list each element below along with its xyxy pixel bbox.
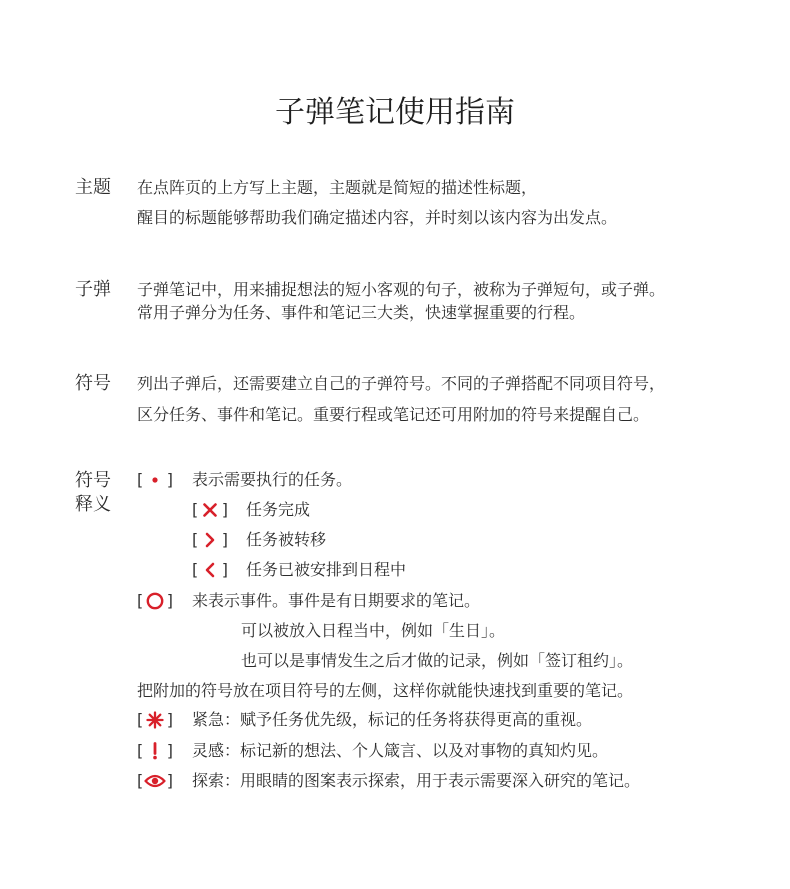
topic-line-1: 在点阵页的上方写上主题，主题就是简短的描述性标题， [137,178,538,197]
bracket-open: [ [137,741,144,760]
bracket-close: ] [221,560,228,579]
legend-priority-text: 紧急：赋予任务优先级，标记的任务将获得更高的重视。 [192,710,593,729]
legend-done-text: 任务完成 [246,500,311,519]
event-symbol [137,590,173,612]
bracket-open: [ [192,500,199,519]
dot-icon [152,477,158,483]
bracket-close: ] [166,741,173,760]
legend-task-text: 表示需要执行的任务。 [192,470,353,489]
done-symbol [192,499,228,521]
bracket-close: ] [221,530,228,549]
section-label-legend-2: 释义 [75,494,111,515]
section-label-bullet: 子弹 [75,279,111,300]
section-label-legend-1: 符号 [75,470,111,491]
topic-line-2: 醒目的标题能够帮助我们确定描述内容，并时刻以该内容为出发点。 [137,208,618,227]
circle-icon [146,592,164,610]
priority-symbol [137,709,173,731]
legend-scheduled-text: 任务已被安排到日程中 [246,560,407,579]
asterisk-icon [146,711,164,729]
symbol-line-2: 区分任务、事件和笔记。重要行程或笔记还可用附加的符号来提醒自己。 [137,405,650,424]
cross-icon [202,502,218,518]
symbol-line-1: 列出子弹后，还需要建立自己的子弹符号。不同的子弹搭配不同项目符号， [137,374,666,393]
exclamation-icon [152,742,158,760]
task-symbol [137,469,173,491]
eye-icon [144,774,166,788]
bracket-open: [ [137,771,144,790]
chevron-right-icon [204,532,216,548]
bracket-close: ] [166,771,173,790]
bracket-close: ] [166,710,173,729]
chevron-left-icon [204,562,216,578]
bracket-open: [ [192,530,199,549]
legend-event-note-1: 可以被放入日程当中，例如「生日」。 [241,621,506,640]
scheduled-symbol [192,559,228,581]
section-label-topic: 主题 [75,177,111,198]
section-label-symbol: 符号 [75,373,111,394]
bracket-close: ] [166,591,173,610]
bracket-open: [ [192,560,199,579]
bullet-line-1: 子弹笔记中，用来捕捉想法的短小客观的句子，被称为子弹短句，或子弹。 [137,280,666,299]
legend-inspiration-text: 灵感：标记新的想法、个人箴言、以及对事物的真知灼见。 [192,741,609,760]
explore-symbol [137,770,173,792]
bracket-close: ] [166,470,173,489]
legend-event-note-2: 也可以是事情发生之后才做的记录，例如「签订租约」。 [241,651,634,670]
bracket-close: ] [221,500,228,519]
bracket-open: [ [137,591,144,610]
legend-migrated-text: 任务被转移 [246,530,327,549]
signifier-intro-text: 把附加的符号放在项目符号的左侧，这样你就能快速找到重要的笔记。 [137,681,634,700]
bracket-open: [ [137,470,144,489]
bracket-open: [ [137,710,144,729]
migrated-symbol [192,529,228,551]
legend-event-text: 来表示事件。事件是有日期要求的笔记。 [192,591,481,610]
page-title: 子弹笔记使用指南 [275,95,515,130]
legend-explore-text: 探索：用眼睛的图案表示探索，用于表示需要深入研究的笔记。 [192,771,641,790]
bullet-line-2: 常用子弹分为任务、事件和笔记三大类，快速掌握重要的行程。 [137,303,586,322]
inspiration-symbol [137,740,173,762]
